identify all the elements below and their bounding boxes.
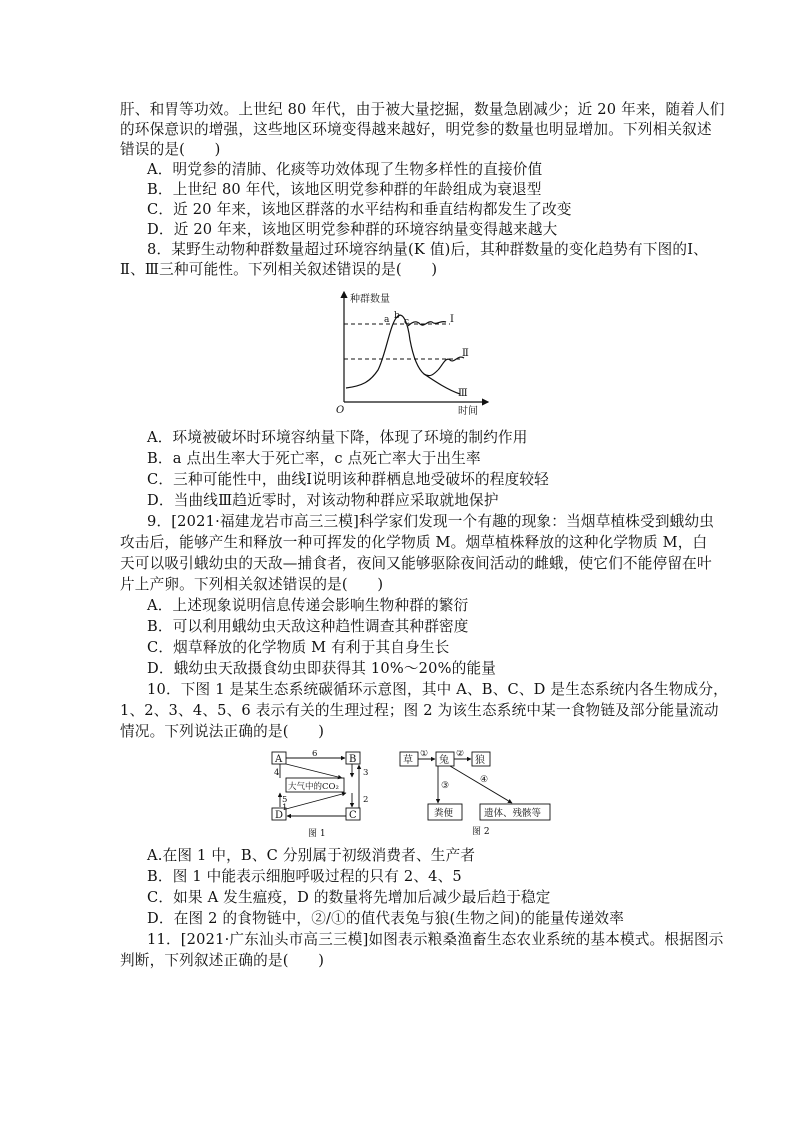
arrow-a-co2 [286,764,342,778]
q8-option-d: D．当曲线Ⅲ趋近零时，对该动物种群应采取就地保护 [147,492,499,509]
fig1-caption: 图 1 [308,829,326,839]
curve-label-i: Ⅰ [450,314,454,325]
remains-label: 遗体、残骸等 [484,808,542,819]
q9-option-c: C．烟草释放的化学物质 M 有利于其自身生长 [147,639,450,656]
q9-stem-line4: 片上产卵。下列相关叙述错误的是( ) [120,576,384,593]
curve-i [408,322,446,326]
origin-label: O [336,405,345,416]
q8-option-b: B．a 点出生率大于死亡率，c 点死亡率大于出生率 [147,450,481,467]
node-rabbit: 兔 [439,755,449,766]
q9-option-a: A．上述现象说明信息传递会影响生物种群的繁衍 [147,597,469,614]
q9-stem-line1: 9．[2021·福建龙岩市高三三模]科学家们发现一个有趣的现象：当烟草植株受到蛾幼虫 [147,513,715,530]
q7-stem-line3: 错误的是( ) [120,141,221,158]
curve-label-ii: Ⅱ [462,348,469,359]
num-2: 2 [363,795,369,805]
q10-option-a: A.在图 1 中，B、C 分别属于初级消费者、生产者 [147,847,476,864]
q7-option-c: C．近 20 年来，该地区群落的水平结构和垂直结构都发生了改变 [147,201,572,218]
q8-stem-line2: Ⅱ、Ⅲ三种可能性。下列相关叙述错误的是( ) [120,261,438,278]
q7-stem-line2: 的环保意识的增强，这些地区环境变得越来越好，明党参的数量也明显增加。下列相关叙述 [120,121,712,138]
circled-4: ④ [480,775,489,785]
q7-stem-line1: 肝、和胃等功效。上世纪 80 年代，由于被大量挖掘，数量急剧减少；近 20 年来，随着人们 [120,101,725,118]
q8-option-c: C．三种可能性中，曲线Ⅰ说明该种群栖息地受破坏的程度较轻 [147,471,549,488]
q8-stem-line1: 8．某野生动物种群数量超过环境容纳量(K 值)后，其种群数量的变化趋势有下图的Ⅰ、 [147,241,708,258]
q9-option-b: B．可以利用蛾幼虫天敌这种趋性调查其种群密度 [147,618,469,635]
q10-stem-line3: 情况。下列说法正确的是( ) [120,723,325,740]
co2-label: 大气中的CO₂ [288,782,339,792]
num-4: 4 [274,768,280,778]
q9-stem-line3: 天可以吸引蛾幼虫的天敌—捕食者，夜间又能够驱除夜间活动的雌蛾，使它们不能停留在叶 [120,555,712,572]
q10-stem-line2: 1、2、3、4、5、6 表示有关的生理过程；图 2 为该生态系统中某一食物链及部分能量流动 [120,702,719,719]
q9-stem-line2: 攻击后，能够产生和释放一种可挥发的化学物质 M。烟草植株释放的这种化学物质 M，白 [120,534,708,551]
node-a: A [275,754,283,765]
q7-option-a: A．明党参的清肺、化痰等功效体现了生物多样性的直接价值 [147,161,543,178]
circled-3: ③ [441,781,450,791]
y-axis-label: 种群数量 [350,294,390,305]
q7-option-d: D．近 20 年来，该地区明党参种群的环境容纳量变得越来越大 [147,221,558,238]
x-axis-label: 时间 [458,406,478,417]
food-chain-figure [398,750,558,840]
carbon-cycle-figure [266,748,378,840]
q7-option-b: B．上世纪 80 年代，该地区明党参种群的年龄组成为衰退型 [147,181,542,198]
point-a: a [384,315,390,325]
num-6: 6 [312,749,318,759]
q9-option-d: D．蛾幼虫天敌摄食幼虫即获得其 10%～20%的能量 [147,660,497,677]
q10-stem-line1: 10．下图 1 是某生态系统碳循环示意图，其中 A、B、C、D 是生态系统内各生物成分， [147,681,728,698]
point-b: b [394,311,400,321]
q10-option-c: C．如果 A 发生瘟疫，D 的数量将先增加后减少最后趋于稳定 [147,889,551,906]
node-wolf: 狼 [475,755,485,766]
q10-option-d: D．在图 2 的食物链中，②/①的值代表兔与狼(生物之间)的能量传递效率 [147,910,624,927]
arrow-1 [286,793,346,809]
point-c: c [404,317,410,327]
curve-iii [424,374,460,394]
q10-option-b: B．图 1 中能表示细胞呼吸过程的只有 2、4、5 [147,868,462,885]
node-c: C [349,810,357,821]
q8-option-a: A．环境被破坏时环境容纳量下降，体现了环境的制约作用 [147,429,528,446]
curve-rise [346,315,438,388]
circled-1: ① [420,750,429,759]
feces-label: 粪便 [434,808,454,819]
node-d: D [275,810,284,821]
q11-stem-line2: 判断，下列叙述正确的是( ) [120,952,325,969]
circled-2: ② [456,750,465,759]
q11-stem-line1: 11．[2021·广东汕头市高三三模]如图表示粮桑渔畜生态农业系统的基本模式。根据图示 [147,931,724,948]
node-b: B [349,754,357,765]
num-3: 3 [363,768,369,778]
num-5: 5 [282,795,288,805]
num-1: 1 [282,803,288,813]
curve-label-iii: Ⅲ [458,388,468,399]
node-grass: 草 [403,755,413,766]
fig2-caption: 图 2 [472,827,490,837]
population-graph [300,284,500,418]
